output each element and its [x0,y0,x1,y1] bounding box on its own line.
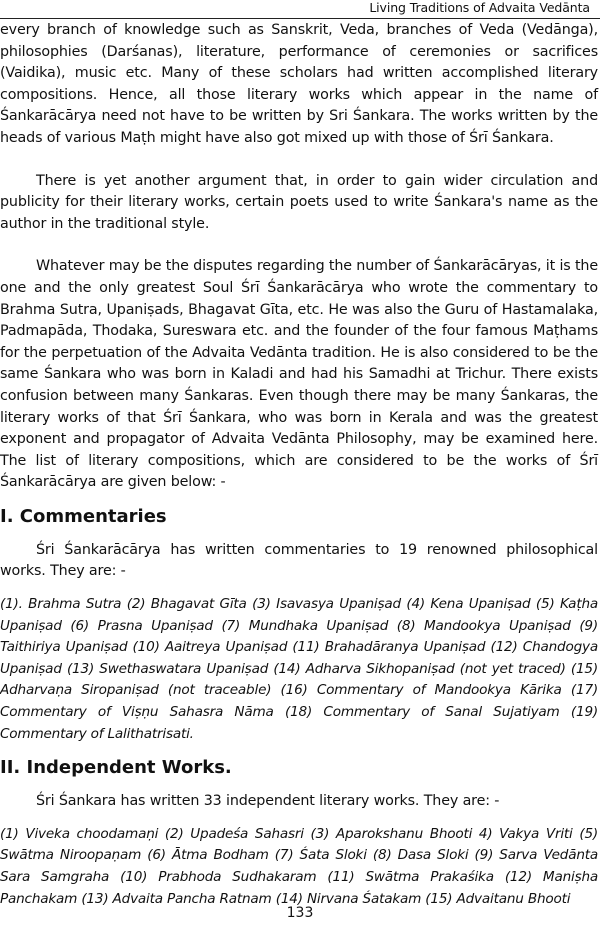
section-heading-commentaries: I. Commentaries [0,505,167,527]
paragraph-sankaracarya-works: Whatever may be the disputes regarding the number of Śankarācāryas, it is the one and the only greatest Soul Śrī Śankarācārya who wrote the commentary to Brahma Sutra, Upaniṣads, Bhagavat Gīta, etc. He was also the Guru of Hastamalaka, Padmapāda, Thodaka, Sureswara etc. and the founder of the four famous Maṭhams for the perpetuation of the Advaita Vedānta tradition. He is also considered to be the same Śankara who was born in Kaladi and had his Samadhi at Trichur. There exists confusion between many Śankaras. Even though there may be many Śankaras, the literary works of that Śrī Śankara, who was born in Kerala and was the greatest exponent and propagator of Advaita Vedānta Philosophy, may be examined here. The list of literary compositions, which are considered to be the works of Śrī Śankarācārya are given below: - [0,258,598,491]
independent-works-list: (1) Viveka choodamaṇi (2) Upadeśa Sahasri (3) Aparokshanu Bhooti 4) Vakya Vriti (5) Swātma Niroopaṇam (6) Ātma Bodham (7) Śata Sloki (8) Dasa Sloki (9) Sarva Vedānta Sara Samgraha (10) Prabhoda Sudhakaram (11) Swātma Prakaśika (12) Maniṣha Panchakam (13) Advaita Pancha Ratnam (14) Nirvana Śatakam (15) Advaitanu Bhooti [0,825,598,907]
commentaries-intro: Śri Śankarācārya has written commentaries to 19 renowned philosophical works. They are: - [0,541,598,580]
page-body [0,20,598,910]
commentaries-list: (1). Brahma Sutra (2) Bhagavat Gīta (3) Isavasya Upaniṣad (4) Kena Upaniṣad (5) Kaṭha Upaniṣad (6) Prasna Upaniṣad (7) Mundhaka Upaniṣad (8) Mandookya Upaniṣad (9) Taithiriya Upaniṣad (10) Aaitreya Upaniṣad (11) Brahadāranya Upaniṣad (12) Chandogya Upaniṣad (13) Swethaswatara Upaniṣad (14) Adharva Sikhopaniṣad (not yet traced) (15) Adharvaṇa Siropaniṣad (not traceable) (16) Commentary of Mandookya Kārika (17) Commentary of Viṣṇu Sahasra Nāma (18) Commentary of Sanal Sujatiyam (19) Commentary of Lalithatrisati. [0,596,598,742]
section-heading-independent-works: II. Independent Works. [0,757,232,779]
paragraph-continued: every branch of knowledge such as Sanskrit, Veda, branches of Veda (Vedānga), philosophies (Darśanas), literature, performance of ceremonies or sacrifices (Vaidika), music etc. Many of these scholars had written accomplished literary compositions. Hence, all those literary works which appear in the name of Śankarācārya need not have to be written by Sri Śankara. The works written by the heads of various Maṭh might have also got mixed up with those of Śrī Śankara. [0,22,598,146]
independent-works-intro: Śri Śankara has written 33 independent literary works. They are: - [36,793,500,810]
paragraph-publicity-argument: There is yet another argument that, in order to gain wider circulation and publicity for their literary works, certain poets used to write Śankara's name as the author in the traditional style. [0,172,598,232]
running-head: Living Traditions of Advaita Vedānta [369,0,590,15]
page-number: 133 [286,905,314,921]
header-rule [0,18,600,19]
